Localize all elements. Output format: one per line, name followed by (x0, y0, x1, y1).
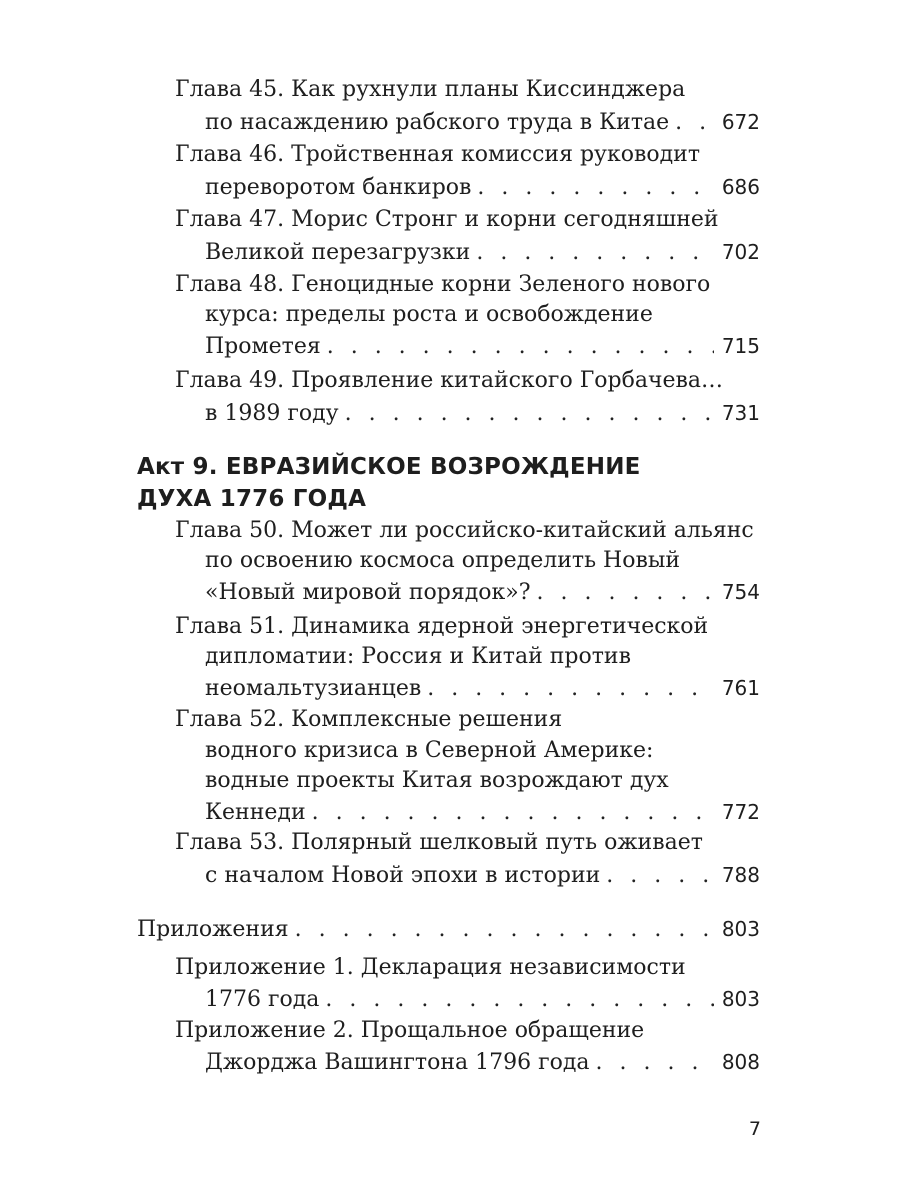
entry-title-line: переворотом банкиров (205, 175, 472, 200)
entry-leader-line (205, 859, 760, 891)
entry-title-line: Глава 52. Комплексные решения (175, 707, 563, 732)
entry-title-line: «Новый мировой порядок»? (205, 580, 531, 605)
dot-leader (477, 172, 713, 204)
toc-entry-ch45 (175, 74, 760, 138)
entry-title-line: по освоению космоса определить Новый (205, 548, 681, 573)
entry-title-line: Кеннеди (205, 800, 306, 825)
page-ref: 702 (721, 240, 760, 264)
dot-leader (312, 797, 714, 829)
page-ref: 672 (721, 110, 760, 134)
page-ref: 761 (721, 676, 760, 700)
dot-leader (295, 914, 714, 946)
entry-title-line: Глава 51. Динамика ядерной энергетической (175, 614, 709, 639)
entry-title-line: Глава 45. Как рухнули планы Киссинджера (175, 77, 686, 102)
act-heading (137, 451, 757, 515)
entry-title-line: водные проекты Китая возрождают дух (205, 768, 669, 793)
page-ref: 772 (721, 800, 760, 824)
entry-title-line: Глава 53. Полярный шелковый путь оживает (175, 830, 703, 855)
entry-title-line: с началом Новой эпохи в истории (205, 863, 601, 888)
entry-title-line: Прометея (205, 334, 321, 359)
entry-leader-line (137, 913, 760, 945)
toc-entry-ch47 (175, 204, 760, 268)
entry-leader-line (205, 796, 760, 828)
page-ref: 686 (721, 175, 760, 199)
toc-entry-ch52 (175, 704, 760, 830)
entry-title-line: 1776 года (205, 987, 320, 1012)
act-heading-line: Акт 9. ЕВРАЗИЙСКОЕ ВОЗРОЖДЕНИЕ (137, 454, 641, 480)
entry-title-line: Глава 48. Геноцидные корни Зеленого нового (175, 272, 711, 297)
dot-leader (325, 984, 713, 1016)
entry-leader-line (205, 672, 760, 704)
dot-leader (675, 107, 714, 139)
toc-entry-ch49 (175, 365, 760, 429)
entry-leader-line (205, 1046, 760, 1078)
entry-title-line: Глава 49. Проявление китайского Горбачева… (175, 368, 724, 393)
entry-title-line: Приложения (137, 917, 289, 942)
toc-entry-appendices (137, 913, 760, 945)
entry-title-line: по насаждению рабского труда в Китае (205, 110, 670, 135)
entry-leader-line (205, 171, 760, 203)
entry-title-line: Глава 47. Морис Стронг и корни сегодняшней (175, 207, 719, 232)
entry-leader-line (205, 330, 760, 362)
page-number: 7 (748, 1118, 761, 1140)
toc-entry-ch51 (175, 611, 760, 707)
entry-title-line: Великой перезагрузки (205, 240, 471, 265)
toc-entry-app1 (175, 952, 760, 1016)
page-ref: 803 (721, 987, 760, 1011)
entry-leader-line (205, 106, 760, 138)
dot-leader (537, 577, 714, 609)
entry-title-line: Глава 46. Тройственная комиссия руководит (175, 142, 700, 167)
entry-leader-line (205, 397, 760, 429)
dot-leader (427, 673, 714, 705)
page-ref: 715 (721, 334, 760, 358)
entry-title-line: Глава 50. Может ли российско-китайский альянс (175, 518, 754, 543)
entry-title-line: Приложение 2. Прощальное обращение (175, 1018, 645, 1043)
entry-title-line: водного кризиса в Северной Америке: (205, 738, 654, 763)
toc-entry-ch46 (175, 139, 760, 203)
act-heading-line: ДУХА 1776 ГОДА (137, 486, 367, 512)
entry-title-line: Приложение 1. Декларация независимости (175, 955, 686, 980)
entry-title-line: в 1989 году (205, 401, 339, 426)
toc-entry-app2 (175, 1015, 760, 1079)
entry-title-line: неомальтузианцев (205, 676, 422, 701)
entry-leader-line (205, 236, 760, 268)
page-ref: 803 (721, 917, 760, 941)
entry-title-line: курса: пределы роста и освобождение (205, 302, 653, 327)
entry-leader-line (205, 983, 760, 1015)
page-ref: 808 (721, 1050, 760, 1074)
entry-title-line: дипломатии: Россия и Китай против (205, 644, 631, 669)
entry-leader-line (205, 576, 760, 608)
toc-entry-ch48 (175, 269, 760, 365)
dot-leader (327, 331, 714, 363)
page-ref: 788 (721, 863, 760, 887)
toc-entry-ch53 (175, 827, 760, 891)
dot-leader (606, 860, 714, 892)
page-ref: 754 (721, 580, 760, 604)
dot-leader (596, 1047, 714, 1079)
page-ref: 731 (721, 401, 760, 425)
dot-leader (345, 398, 714, 430)
entry-title-line: Джорджа Вашингтона 1796 года (205, 1050, 590, 1075)
dot-leader (476, 237, 713, 269)
toc-entry-ch50 (175, 515, 760, 611)
